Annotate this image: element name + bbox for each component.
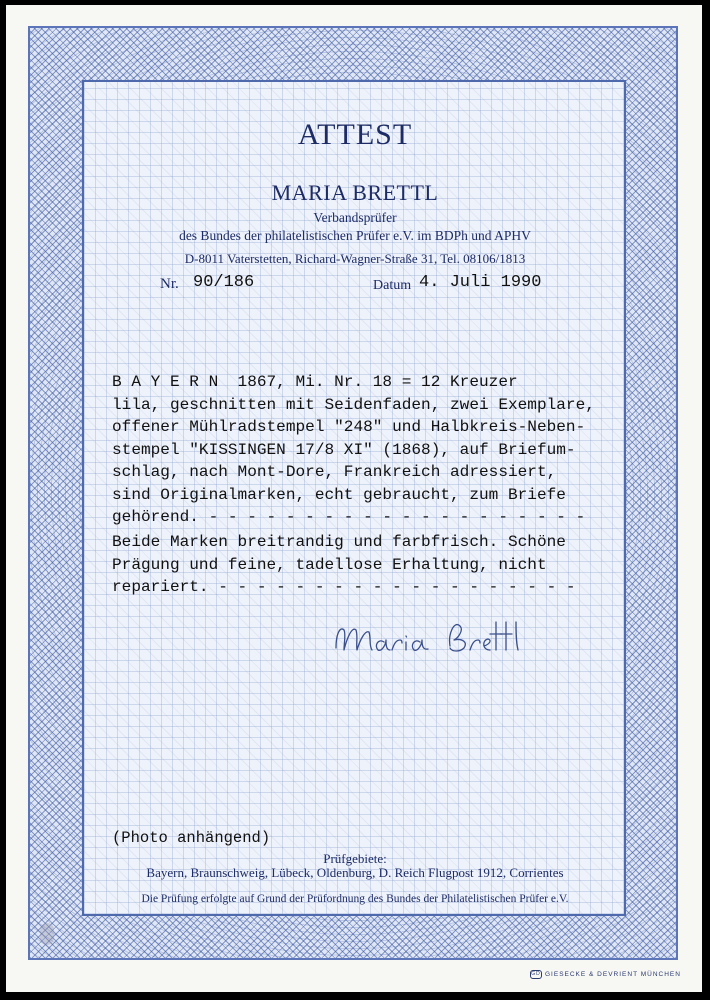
description-line: B A Y E R N 1867, Mi. Nr. 18 = 12 Kreuzer xyxy=(112,373,518,391)
datum-value: 4. Juli 1990 xyxy=(419,273,542,292)
nr-label: Nr. xyxy=(160,276,179,292)
description-line: gehörend. - - - - - - - - - - - - - - - - - - - - xyxy=(112,508,586,526)
printer-mark xyxy=(530,970,681,979)
description-text xyxy=(112,371,632,529)
condition-line: Beide Marken breitrandig und farbfrisch. Schöne xyxy=(112,533,566,551)
punch-hole xyxy=(40,923,54,945)
description-line: offener Mühlradstempel "248" und Halbkreis-Neben- xyxy=(112,418,586,436)
photo-note: (Photo anhängend) xyxy=(112,829,271,847)
handwritten-signature xyxy=(330,612,530,667)
description-line: stempel "KISSINGEN 17/8 XI" (1868), auf Briefum- xyxy=(112,440,576,459)
pruefgebiete-list: Bayern, Braunschweig, Lübeck, Oldenburg, D. Reich Flugpost 1912, Corrientes xyxy=(146,865,564,880)
footer-text: Die Prüfung erfolgte auf Grund der Prüfordnung des Bundes der Philatelistischen Prüfer e.V. xyxy=(141,893,569,905)
address-line: D-8011 Vaterstetten, Richard-Wagner-Straße 31, Tel. 08106/1813 xyxy=(184,251,526,266)
condition-line: repariert. - - - - - - - - - - - - - - - - - - - xyxy=(112,578,576,596)
condition-line: Prägung und feine, tadellose Erhaltung, nicht xyxy=(112,555,547,574)
certificate-title: ATTEST xyxy=(297,118,413,151)
condition-text xyxy=(112,531,632,599)
examiner-name: MARIA BRETTL xyxy=(271,180,439,205)
description-line: sind Originalmarken, echt gebraucht, zum Briefe xyxy=(112,485,566,504)
printer-logo: GD xyxy=(531,971,541,977)
pruefgebiete-label: Prüfgebiete: xyxy=(323,851,387,866)
association-line: des Bundes der philatelistischen Prüfer e.V. im BDPh und APHV xyxy=(179,228,531,243)
printer-name: GIESECKE & DEVRIENT MÜNCHEN xyxy=(545,971,681,979)
datum-label: Datum xyxy=(373,278,412,293)
nr-value: 90/186 xyxy=(193,273,255,292)
description-line: schlag, nach Mont-Dore, Frankreich adressiert, xyxy=(112,463,557,481)
examiner-role: Verbandsprüfer xyxy=(313,210,397,225)
description-line: lila, geschnitten mit Seidenfaden, zwei Exemplare, xyxy=(112,395,595,414)
